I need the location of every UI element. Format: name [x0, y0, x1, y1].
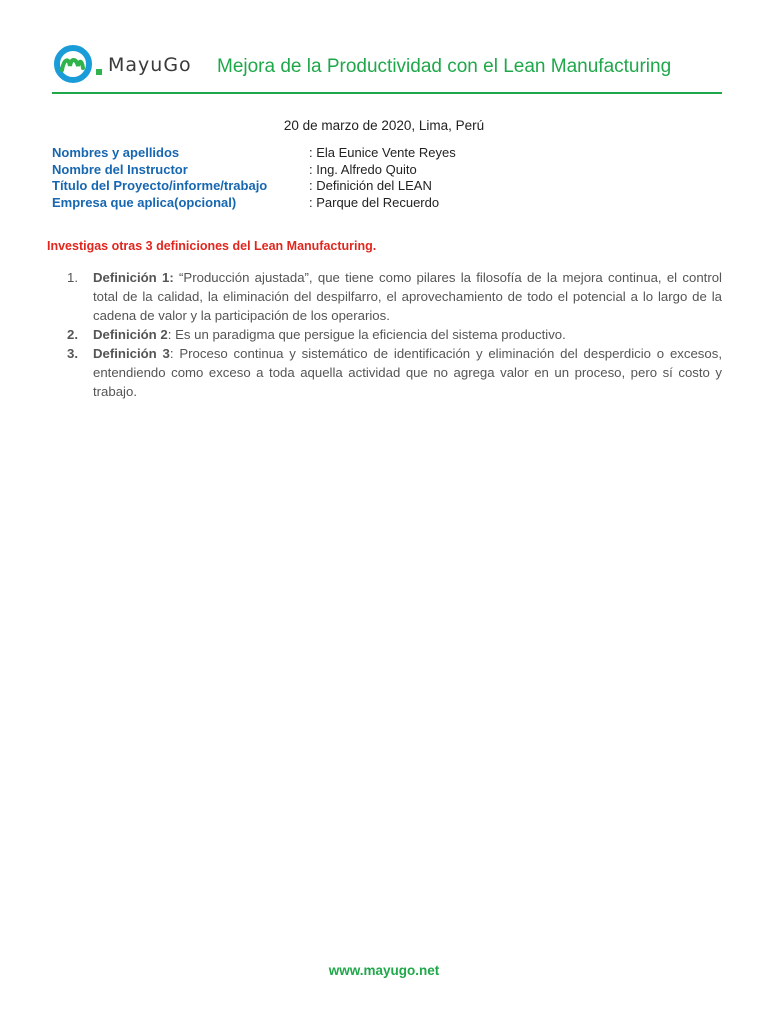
info-row-name: [52, 145, 672, 162]
definition-text: “Producción ajustada”, que tiene como pilares la filosofía de la mejora continua, el control total de la calidad, la eliminación del despilfarro, el aprovechamiento de todo el potencial a lo largo de la cadena de valor y la participación de los operarios.: [93, 270, 722, 323]
info-value: : Definición del LEAN: [309, 178, 432, 193]
definition-label: Definición 2: [93, 327, 168, 342]
header-divider: [52, 92, 722, 94]
footer-url[interactable]: www.mayugo.net: [328, 963, 440, 978]
list-number: 2.: [67, 327, 78, 342]
list-number: 3.: [67, 346, 78, 361]
list-item: [47, 344, 722, 401]
info-value: : Parque del Recuerdo: [309, 194, 440, 210]
info-row-project: [52, 178, 672, 195]
definition-text: : Es un paradigma que persigue la eficiencia del sistema productivo.: [167, 327, 566, 342]
date-line: 20 de marzo de 2020, Lima, Perú: [283, 118, 485, 133]
info-label: Nombre del Instructor: [52, 161, 188, 177]
info-row-company: [52, 195, 672, 212]
logo-wordmark: MayuGo: [108, 54, 192, 76]
info-table: [52, 145, 672, 211]
info-value: : Ela Eunice Vente Reyes: [309, 145, 456, 160]
page-title: Mejora de la Productividad con el Lean Manufacturing: [217, 56, 672, 77]
mayugo-logo-icon: [52, 44, 102, 84]
info-label: Empresa que aplica(opcional): [52, 194, 237, 210]
page-header: [52, 40, 722, 94]
info-label: Nombres y apellidos: [52, 145, 180, 160]
definition-label: Definición 1:: [93, 270, 174, 285]
info-label: Título del Proyecto/informe/trabajo: [52, 178, 268, 193]
info-row-instructor: [52, 162, 672, 179]
definition-text: : Proceso continua y sistemático de identificación y eliminación del desperdicio o excesos, entendiendo como exceso a toda aquella actividad que no agrega valor en un proceso, pero sí costo y trabajo.: [93, 346, 722, 399]
mayugo-logo: [52, 44, 202, 84]
definition-label: Definición 3: [93, 346, 170, 361]
list-number: 1.: [67, 270, 78, 285]
list-item: [47, 325, 722, 344]
list-item: [47, 268, 722, 325]
task-heading: Investigas otras 3 definiciones del Lean Manufacturing.: [47, 239, 377, 253]
definitions-list: [47, 268, 722, 401]
info-value: : Ing. Alfredo Quito: [309, 161, 417, 177]
